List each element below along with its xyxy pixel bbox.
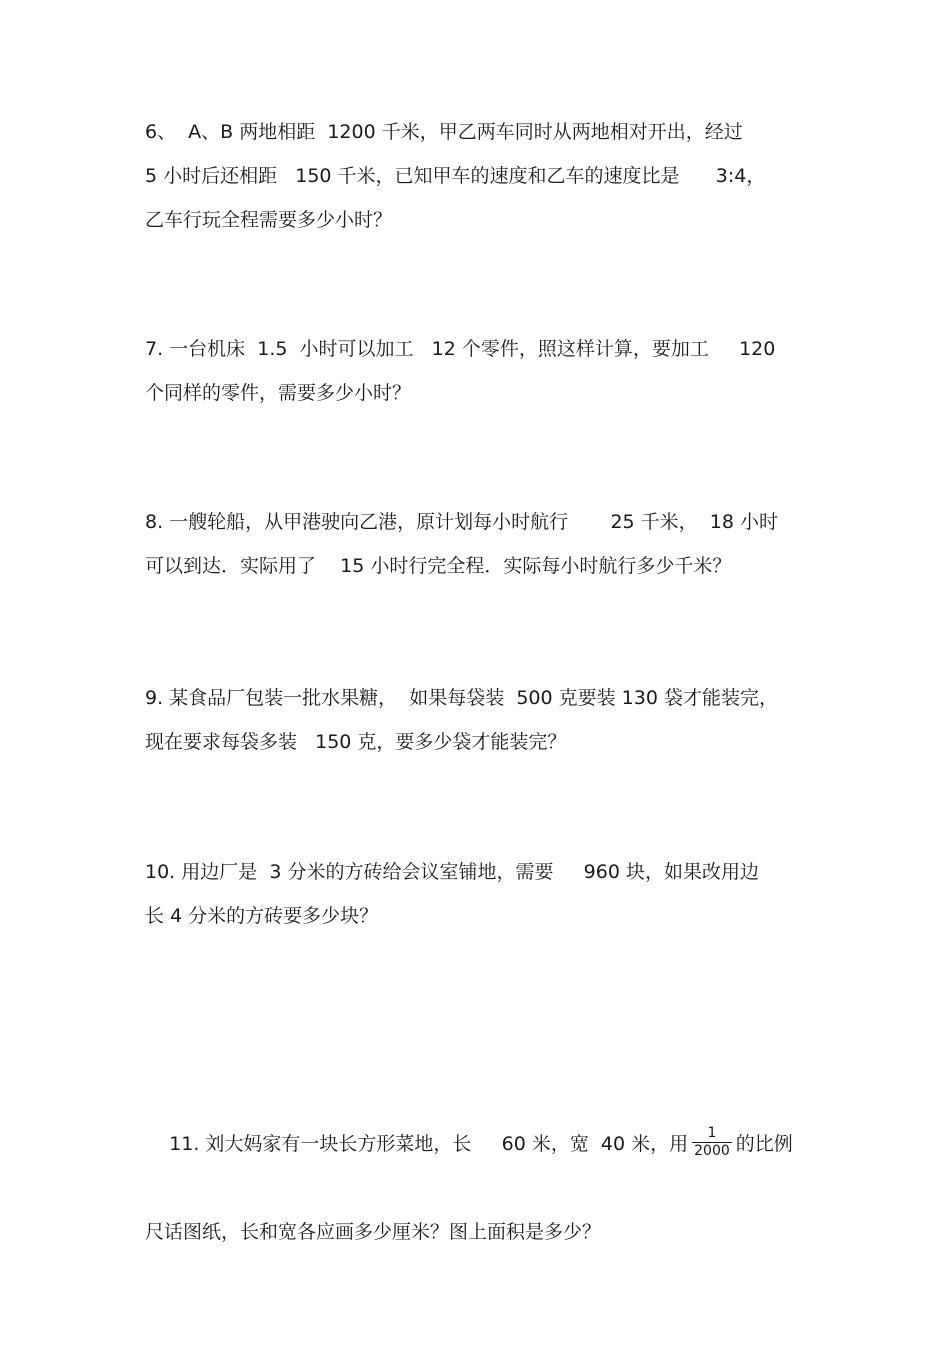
question-11 <box>145 1078 815 1254</box>
question-8-line-2: 可以到达．实际用了 15 小时行完全程．实际每小时航行多少千米？ <box>145 555 732 577</box>
question-7-line-1: 7. 一台机床 1.5 小时可以加工 12 个零件，照这样计算，要加工 120 <box>145 338 776 360</box>
scale-fraction <box>692 1125 732 1160</box>
question-11-text-after-fraction: 的比例 <box>735 1133 793 1155</box>
question-10-line-1: 10. 用边厂是 3 分米的方砖给会议室铺地，需要 960 块，如果改用边 <box>145 861 759 883</box>
question-9-line-1: 9. 某食品厂包装一批水果糖， 如果每袋装 500 克要装 130 袋才能装完， <box>145 687 778 709</box>
fraction-numerator: 1 <box>692 1125 732 1143</box>
question-11-text-before-fraction: 11. 刘大妈家有一块长方形菜地，长 60 米，宽 40 米，用 <box>169 1133 689 1155</box>
question-10-line-2: 长 4 分米的方砖要多少块？ <box>145 905 379 927</box>
question-7-line-2: 个同样的零件，需要多少小时？ <box>145 382 412 404</box>
question-6-line-3: 乙车行玩全程需要多少小时？ <box>145 209 393 231</box>
question-7 <box>145 327 815 415</box>
question-11-line-2: 尺话图纸，长和宽各应画多少厘米？图上面积是多少？ <box>145 1221 602 1243</box>
fraction-denominator: 2000 <box>694 1143 730 1159</box>
question-6-line-1: 6、 A、B 两地相距 1200 千米，甲乙两车同时从两地相对开出，经过 <box>145 121 743 143</box>
question-10 <box>145 850 815 938</box>
question-6 <box>145 110 815 242</box>
question-11-line-1 <box>145 1078 815 1210</box>
question-9-line-2: 现在要求每袋多装 150 克，要多少袋才能装完？ <box>145 731 567 753</box>
question-6-line-2: 5 小时后还相距 150 千米，已知甲车的速度和乙车的速度比是 3:4， <box>145 165 766 187</box>
question-8-line-1: 8. 一艘轮船，从甲港驶向乙港，原计划每小时航行 25 千米， 18 小时 <box>145 511 778 533</box>
question-9 <box>145 676 815 764</box>
question-8 <box>145 500 815 588</box>
